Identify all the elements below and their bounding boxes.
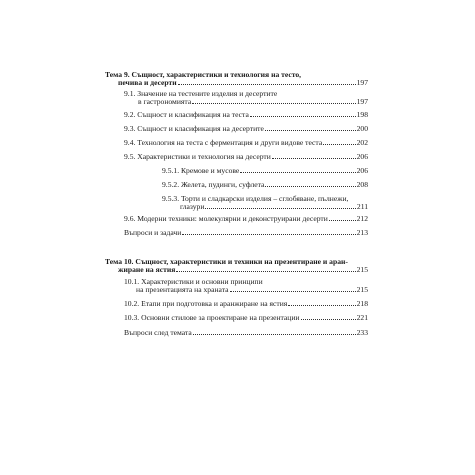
leader-dots [182,234,355,235]
page-number: 206 [356,152,368,161]
leader-dots [265,130,356,131]
page-number: 215 [356,285,368,294]
toc-item-9-5-3-line2: глазури [180,202,205,211]
toc-item-9-questions[interactable] [124,228,368,237]
leader-dots [230,291,356,292]
toc-item-9-5[interactable] [124,152,368,161]
toc-item-label: 9.5. Характеристики и технология на десерти [124,152,271,161]
leader-dots [192,103,355,104]
page-number: 200 [356,124,368,133]
leader-dots [301,319,356,320]
page-number: 197 [356,97,368,106]
section10-title-line2: жиране на ястия [118,265,176,274]
leader-dots [323,144,355,145]
leader-dots [193,334,356,335]
toc-item-label: 9.3. Същност и класификация на десертите [124,124,264,133]
toc-item-9-5-3-line1: 9.5.3. Торти и сладкарски изделия – сглобяване, пълнежи, [162,194,349,203]
toc-item-9-5-3[interactable] [180,202,368,211]
section9-title-entry[interactable] [118,78,368,87]
leader-dots [329,220,356,221]
page-number: 202 [356,138,368,147]
section9-title-line1: Тема 9. Същност, характеристики и технология на тесто, [105,70,302,79]
leader-dots [250,116,356,117]
page-number: 213 [356,228,368,237]
toc-item-9-3[interactable] [124,124,368,133]
leader-dots [240,172,355,173]
page-number: 197 [356,78,368,87]
toc-item-10-1-line2: на презентацията на храната [136,285,229,294]
toc-item-label: Въпроси след темата [124,328,192,337]
leader-dots [265,186,355,187]
toc-item-10-1[interactable] [136,285,368,294]
toc-item-9-2[interactable] [124,110,368,119]
toc-item-9-1-line2: в гастрономията [138,97,192,106]
page-number: 198 [356,110,368,119]
toc-item-9-1[interactable] [138,97,368,106]
section10-title-line1: Тема 10. Същност, характеристики и техники на презентиране и аран- [105,257,348,266]
toc-item-label: 10.2. Етапи при подготовка и аранжиране на ястия [124,299,288,308]
toc-item-label: 9.4. Технология на теста с ферментация и други видове теста [124,138,323,147]
toc-item-label: 9.6. Модерни техники: молекулярни и деконструирани десерти [124,214,328,223]
toc-item-label: 9.2. Същност и класификация на теста [124,110,249,119]
page-number: 206 [356,166,368,175]
toc-item-10-1-line1: 10.1. Характеристики и основни принципи [124,277,263,286]
toc-item-9-1-line1: 9.1. Значение на тестените изделия и десертите [124,89,278,98]
leader-dots [178,84,356,85]
page-number: 215 [356,265,368,274]
toc-item-label: 9.5.2. Желета, пудинги, суфлета [162,180,265,189]
toc-item-label: 10.3. Основни стилове за проектиране на презентации [124,313,300,322]
page-number: 233 [356,328,368,337]
toc-item-9-5-2[interactable] [162,180,368,189]
toc-item-9-4[interactable] [124,138,368,147]
page-number: 211 [356,202,368,211]
toc-item-label: Въпроси и задачи [124,228,182,237]
toc-item-10-questions[interactable] [124,328,368,337]
page-number: 218 [356,299,368,308]
toc-item-9-5-1[interactable] [162,166,368,175]
section9-title-line2: печива и десерти [118,78,177,87]
toc-item-9-6[interactable] [124,214,368,223]
leader-dots [272,158,356,159]
toc-item-label: 9.5.1. Кремове и мусове [162,166,240,175]
page-number: 212 [356,214,368,223]
leader-dots [205,208,356,209]
leader-dots [288,305,355,306]
leader-dots [176,271,355,272]
toc-item-10-2[interactable] [124,299,368,308]
page-number: 208 [356,180,368,189]
page-number: 221 [356,313,368,322]
toc-item-10-3[interactable] [124,313,368,322]
section10-title-entry[interactable] [118,265,368,274]
